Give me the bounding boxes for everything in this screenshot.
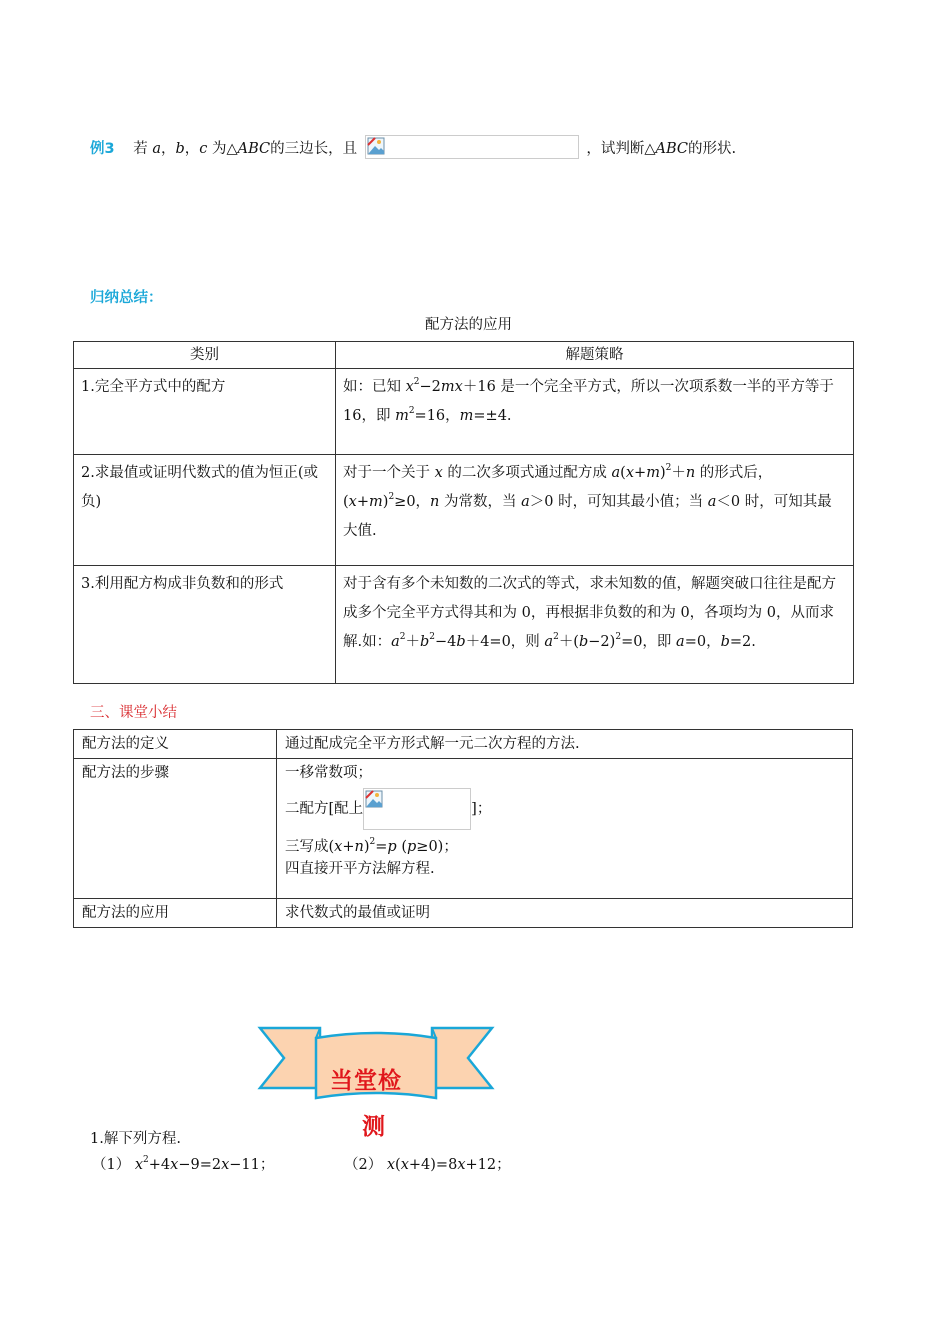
- row-category: 3.利用配方构成非负数和的形式: [74, 566, 336, 684]
- steps-cell: [277, 759, 853, 899]
- banner-text-continued: 测: [362, 1114, 385, 1140]
- example-3: [90, 137, 736, 161]
- header-category: 类别: [74, 342, 336, 369]
- row-strategy: 如：已知 $x^2-2mx+16$ 是一个完全平方式，所以一次项系数一半的平方等于 16，即 $m^2=16$，m=±4.: [336, 369, 854, 455]
- class-summary-heading: 三、课堂小结: [90, 705, 177, 721]
- class-summary-table: [73, 729, 853, 928]
- row-strategy: 对于含有多个未知数的二次式的等式，求未知数的值，解题突破口往往是配方成多个完全平方式得其和为 0，再根据非负数的和为 0，各项均为 0，从而求解.如：$a^2+b^2-4b+4=0$，则 $a^2+(b-2)^2=0$，即 a=0，b=2.: [336, 566, 854, 684]
- formula-image-placeholder: [363, 788, 471, 830]
- row-label: 配方法的步骤: [74, 759, 277, 899]
- header-strategy: 解题策略: [336, 342, 854, 369]
- row-category: 1.完全平方式中的配方: [74, 369, 336, 455]
- table-row: [74, 455, 854, 566]
- example-label: 例3: [90, 141, 115, 157]
- step-3: 三写成$(x+n)^2=p$ (p≥0)；: [285, 837, 458, 855]
- exercise-item-2: （2） x(x+4)=8x+12；: [344, 1157, 511, 1173]
- step-1: 一移常数项；: [285, 765, 372, 781]
- broken-image-icon: [367, 137, 385, 155]
- method-application-table: [73, 341, 854, 684]
- step-2: 二配方[配上 ]；: [285, 788, 844, 830]
- row-content: 求代数式的最值或证明: [277, 899, 853, 928]
- row-label: 配方法的定义: [74, 730, 277, 759]
- example-suffix: ，试判断△ABC的形状.: [586, 141, 737, 157]
- exercise-item-1: （1） $x^2+4x-9=2x-11$；: [92, 1155, 275, 1173]
- row-strategy: 对于一个关于 x 的二次多项式通过配方成 $a(x+m)^2+n$ 的形式后，$(x+m)^2\ge 0$，n 为常数，当 a＞0 时，可知其最小值；当 a＜0 时，可知其最大值.: [336, 455, 854, 566]
- broken-image-icon: [365, 790, 383, 808]
- table-row: [74, 759, 853, 899]
- row-content: 通过配成完全平方形式解一元二次方程的方法.: [277, 730, 853, 759]
- banner-text: 当堂检: [330, 1068, 402, 1094]
- step-4: 四直接开平方法解方程.: [285, 861, 435, 877]
- summary-heading: 归纳总结：: [90, 290, 163, 306]
- row-category: 2.求最值或证明代数式的值为恒正(或负): [74, 455, 336, 566]
- table-title: 配方法的应用: [425, 317, 512, 333]
- row-label: 配方法的应用: [74, 899, 277, 928]
- exercise-title: 1.解下列方程.: [90, 1131, 181, 1147]
- table-row: [74, 369, 854, 455]
- table-row: [74, 899, 853, 928]
- table-row: [74, 730, 853, 759]
- equation-image-placeholder: [365, 135, 579, 159]
- table-row: [74, 566, 854, 684]
- example-prefix: 若 a，b，c 为△ABC的三边长，且: [133, 141, 358, 157]
